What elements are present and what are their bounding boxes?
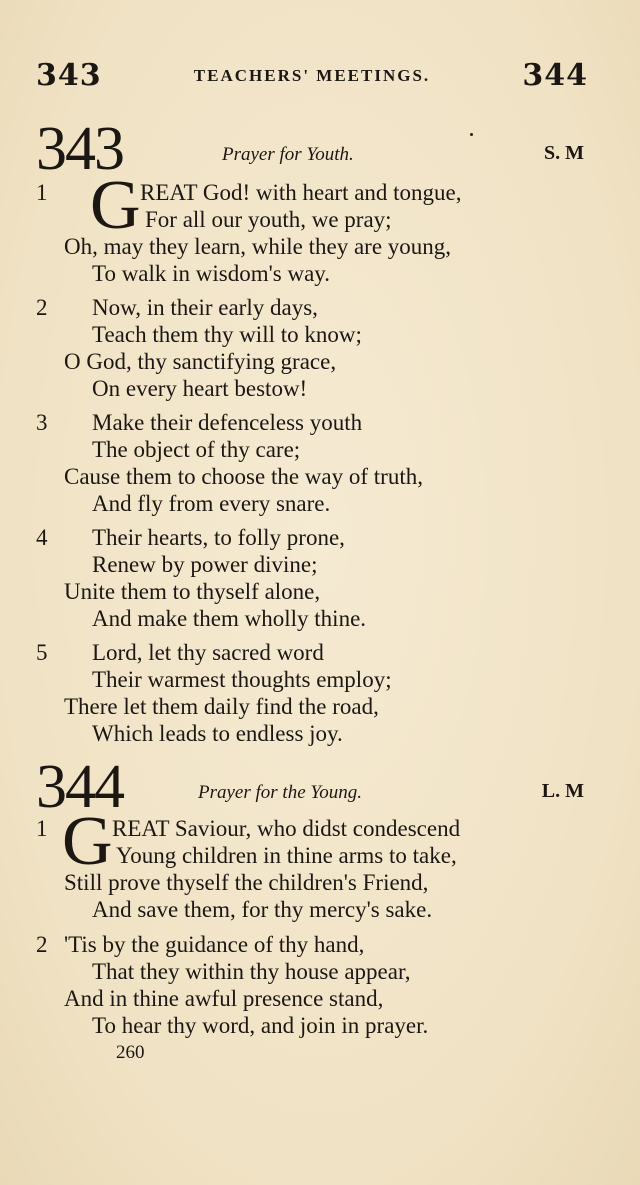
stanza-number: 1 (36, 816, 48, 841)
verse-line: And make them wholly thine. (92, 606, 367, 631)
header-right-number: 344 (522, 58, 588, 93)
header-title: TEACHERS' MEETINGS. (193, 66, 431, 85)
verse-line: Renew by power divine; (92, 552, 318, 577)
verse-line: Which leads to endless joy. (92, 721, 343, 746)
verse-line: Oh, may they learn, while they are young, (64, 234, 452, 259)
verse-line: Lord, let thy sacred word (92, 640, 324, 665)
verse-line: For all our youth, we pray; (145, 207, 392, 232)
hymn-title: Prayer for Youth. (222, 144, 354, 165)
verse-line: On every heart bestow! (92, 376, 308, 401)
verse-line: REAT God! with heart and tongue, (140, 180, 462, 205)
verse-line: O God, thy sanctifying grace, (64, 349, 337, 374)
verse-line: To walk in wisdom's way. (92, 261, 331, 286)
drop-cap: G (62, 803, 113, 880)
verse-line: There let them daily find the road, (64, 694, 379, 719)
header-left-number: 343 (36, 58, 102, 93)
hymn-meter: S. M (544, 142, 584, 164)
hymn-number: 344 (36, 753, 123, 821)
stanza-number: 2 (36, 932, 48, 957)
verse-line: Now, in their early days, (92, 295, 318, 320)
hymn-meter: L. M (541, 780, 584, 802)
verse-line: Cause them to choose the way of truth, (64, 464, 423, 489)
print-speck (470, 133, 473, 136)
hymn-title: Prayer for the Young. (198, 782, 362, 803)
verse-line: And fly from every snare. (92, 491, 331, 516)
verse-line: Make their defenceless youth (92, 410, 363, 435)
verse-line: Teach them thy will to know; (92, 322, 362, 347)
verse-line: That they within thy house appear, (92, 959, 411, 984)
verse-line: To hear thy word, and join in prayer. (92, 1013, 429, 1038)
stanza-number: 5 (36, 640, 48, 665)
stanza-number: 4 (36, 525, 48, 550)
stanza-number: 1 (36, 180, 48, 205)
verse-line: Still prove thyself the children's Friend, (64, 870, 429, 895)
stanza-number: 3 (36, 410, 48, 435)
verse-line: Their hearts, to folly prone, (92, 525, 345, 550)
page-number: 260 (116, 1042, 145, 1063)
verse-line: Unite them to thyself alone, (64, 579, 321, 604)
verse-line: Young children in thine arms to take, (116, 843, 457, 868)
verse-line: And in thine awful presence stand, (64, 986, 384, 1011)
verse-line: The object of thy care; (92, 437, 301, 462)
verse-line: 'Tis by the guidance of thy hand, (64, 932, 365, 957)
verse-line: REAT Saviour, who didst condescend (112, 816, 461, 841)
verse-line: And save them, for thy mercy's sake. (92, 897, 433, 922)
running-header (36, 58, 588, 98)
stanza-number: 2 (36, 295, 48, 320)
verse-line: Their warmest thoughts employ; (92, 667, 392, 692)
drop-cap: G (90, 167, 141, 244)
hymn-number: 343 (36, 115, 123, 183)
